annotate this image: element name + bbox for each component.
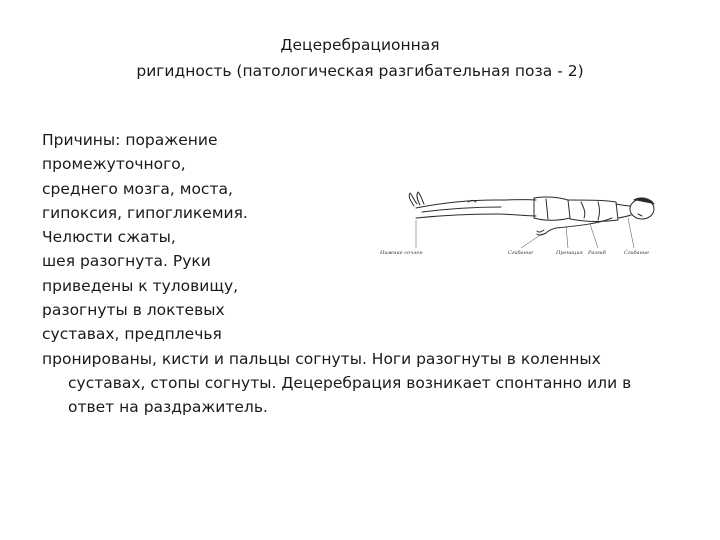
figure-label: Сгибание <box>508 250 534 256</box>
body-line: разогнуты в локтевых <box>42 301 225 320</box>
body-line: ответ на раздражитель. <box>68 398 268 417</box>
body-line: приведены к туловищу, <box>42 276 239 295</box>
title-line-2: ригидность (патологическая разгибательная поза - 2) <box>136 62 584 80</box>
figure-label: Нижние сочлен <box>380 250 423 256</box>
body-line: Причины: поражение <box>42 131 218 149</box>
slide-title <box>0 32 720 84</box>
body-text <box>42 128 662 420</box>
body-line: промежуточного, <box>42 155 186 174</box>
figure-label: Разгиб <box>588 250 606 256</box>
body-line: суставах, предплечья <box>42 325 222 344</box>
title-line-1: Децеребрационная <box>280 36 440 54</box>
decerebrate-posture-figure <box>376 178 666 270</box>
figure-label: Сгибание <box>624 250 650 256</box>
body-line: суставах, стопы согнуты. Децеребрация возникает спонтанно или в <box>68 373 632 392</box>
figure-label: Пронация <box>556 250 583 256</box>
body-line: Челюсти сжаты, <box>42 228 176 247</box>
body-line: среднего мозга, моста, <box>42 179 233 198</box>
body-line: гипоксия, гипогликемия. <box>42 203 248 222</box>
posture-illustration <box>376 178 666 270</box>
body-line: пронированы, кисти и пальцы согнуты. Ноги разогнуты в коленных <box>42 349 601 368</box>
body-line: шея разогнута. Руки <box>42 252 211 271</box>
